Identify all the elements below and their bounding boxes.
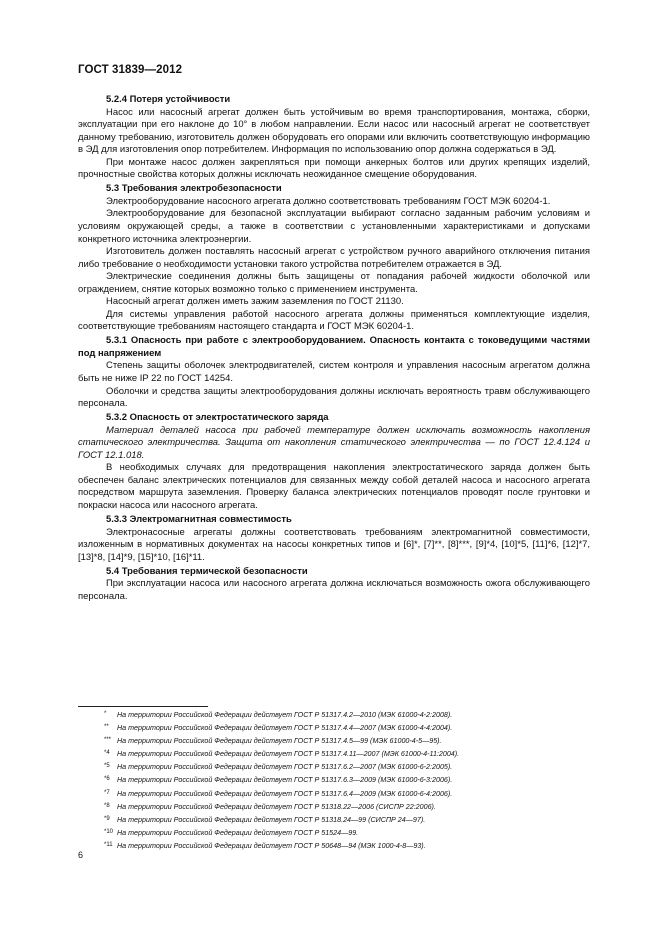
- paragraph: Электрооборудование для безопасной эксплуатации выбирают согласно заданным рабочим условиям и условиям окружающей среды, а также в соответствии с установленными характеристиками и допусками конкретного источника электроэнергии.: [78, 208, 590, 245]
- footnote-mark: *11: [104, 841, 113, 848]
- footnote: [104, 760, 604, 773]
- section-heading: 5.3 Требования электробезопасности: [106, 183, 282, 195]
- footnote-divider: [78, 706, 208, 707]
- footnote: [104, 839, 604, 852]
- footnote: [104, 773, 604, 786]
- footnote-mark: *7: [104, 789, 110, 796]
- footnote: [104, 734, 604, 747]
- footnote: [104, 708, 604, 721]
- document-header: ГОСТ 31839—2012: [78, 64, 183, 76]
- footnote: [104, 813, 604, 826]
- footnote-text: На территории Российской Федерации действует ГОСТ Р 51317.4.4—2007 (МЭК 61000-4-4:2004).: [117, 724, 453, 733]
- footnotes: [104, 708, 604, 852]
- paragraph: Степень защиты оболочек электродвигателей, систем контроля и управления насосным агрегатом должна быть не ниже IP 22 по ГОСТ 14254.: [78, 360, 590, 385]
- footnote-mark: *6: [104, 776, 110, 783]
- footnote-mark: ***: [104, 737, 112, 744]
- section-heading: 5.2.4 Потеря устойчивости: [106, 94, 231, 105]
- page-number: 6: [78, 850, 84, 860]
- footnote: [104, 747, 604, 760]
- footnote-mark: *4: [104, 750, 110, 757]
- paragraph: В необходимых случаях для предотвращения накопления электростатического заряда должен быть обеспечен баланс электрических потенциалов для связанных между собой деталей насоса и насосного агрегата посредством маршрута заземления. Проверку баланса электрических потенциалов проводят после грунтовки и покраски насоса или насосного агрегата.: [78, 462, 590, 511]
- section-heading: 5.3.2 Опасность от электростатического заряда: [106, 412, 329, 424]
- footnote-text: На территории Российской Федерации действует ГОСТ Р 51317.6.3—2009 (МЭК 61000-6-3:2006).: [117, 776, 453, 785]
- footnote-mark: *8: [104, 802, 110, 809]
- paragraph: Изготовитель должен поставлять насосный агрегат с устройством ручного аварийного отключения питания либо требование о необходимости установки такого устройства потребителем отражается в ЭД.: [78, 246, 590, 270]
- paragraph: Материал деталей насоса при рабочей температуре должен исключать возможность накопления статического электричества. Защита от накопления статического электричества — по ГОСТ 12.4.124 и ГОСТ 12.1.018.: [78, 424, 590, 461]
- footnote-text: На территории Российской Федерации действует ГОСТ Р 51318.22—2006 (СИСПР 22:2006).: [117, 802, 436, 811]
- footnote-text: На территории Российской Федерации действует ГОСТ Р 51317.4.2—2010 (МЭК 61000-4-2:2008).: [117, 711, 453, 719]
- document-body: [78, 94, 590, 603]
- paragraph: Электронасосные агрегаты должны соответствовать требованиям электромагнитной совместимости, изложенным в нормативных документах на насосы конкретных типов и [6]*, [7]**, [8]***, [9]*4, [10]*5, [11]*6, [12]*7, [13]*8, [14]*9, [15]*10, [16]*11.: [78, 526, 590, 563]
- section-heading: 5.3.3 Электромагнитная совместимость: [106, 514, 292, 526]
- footnote-mark: *: [104, 711, 107, 717]
- footnote-mark: **: [104, 724, 109, 731]
- section-heading: 5.4 Требования термической безопасности: [106, 565, 308, 577]
- paragraph: Насосный агрегат должен иметь зажим заземления по ГОСТ 21130.: [106, 296, 404, 308]
- footnote-text: На территории Российской Федерации действует ГОСТ Р 50648—94 (МЭК 1000-4-8—93).: [117, 841, 426, 850]
- paragraph: Для системы управления работой насосного агрегата должны применяться комплектующие изделия, соответствующие требованиям настоящего стандарта и ГОСТ МЭК 60204-1.: [78, 308, 590, 333]
- footnote-text: На территории Российской Федерации действует ГОСТ Р 51317.6.2—2007 (МЭК 61000-6-2:2005).: [117, 763, 453, 772]
- footnote-text: На территории Российской Федерации действует ГОСТ Р 51317.6.4—2009 (МЭК 61000-6-4:2006).: [117, 789, 453, 798]
- footnote-text: На территории Российской Федерации действует ГОСТ Р 51317.4.11—2007 (МЭК 61000-4-11:2004).: [117, 750, 460, 759]
- footnote: [104, 826, 604, 839]
- paragraph: Оболочки и средства защиты электрооборудования должны исключать вероятность травм обслуживающего персонала.: [78, 385, 590, 410]
- paragraph: Электрооборудование насосного агрегата должно соответствовать требованиям ГОСТ МЭК 60204-1.: [106, 195, 551, 207]
- footnote-text: На территории Российской Федерации действует ГОСТ Р 51317.4.5—99 (МЭК 61000-4-5—95).: [117, 737, 442, 746]
- paragraph: Насос или насосный агрегат должен быть устойчивым во время транспортирования, монтажа, сборки, эксплуатации при его наклоне до 10° в любом направлении. Если насос или насосный агрегат не соответствует данному требованию, изготовитель должен оборудовать его опорами или включить соответствующую информацию в ЭД для изготовления опор потребителем. Информация по использованию опор должна содержаться в ЭД.: [78, 106, 590, 156]
- footnote-mark: *10: [104, 828, 114, 835]
- section-heading: 5.3.1 Опасность при работе с электрооборудованием. Опасность контакта с токоведущими частями под напряжением: [78, 335, 590, 359]
- footnote: [104, 800, 604, 813]
- footnote-mark: *5: [104, 763, 110, 770]
- paragraph: При эксплуатации насоса или насосного агрегата должна исключаться возможность ожога обслуживающего персонала.: [78, 578, 590, 602]
- footnote: [104, 787, 604, 800]
- paragraph: Электрические соединения должны быть защищены от попадания рабочей жидкости оболочкой или ограждением, снятие которых возможно только с применением инструмента.: [78, 271, 590, 295]
- footnote-text: На территории Российской Федерации действует ГОСТ Р 51524—99.: [117, 828, 359, 837]
- footnote: [104, 721, 604, 734]
- footnote-mark: *9: [104, 815, 110, 822]
- footnote-text: На территории Российской Федерации действует ГОСТ Р 51318.24—99 (СИСПР 24—97).: [117, 815, 426, 824]
- paragraph: При монтаже насос должен закрепляться при помощи анкерных болтов или других крепящих изделий, прочностные свойства которых должны исключать неожиданное смещение оборудования.: [78, 156, 590, 181]
